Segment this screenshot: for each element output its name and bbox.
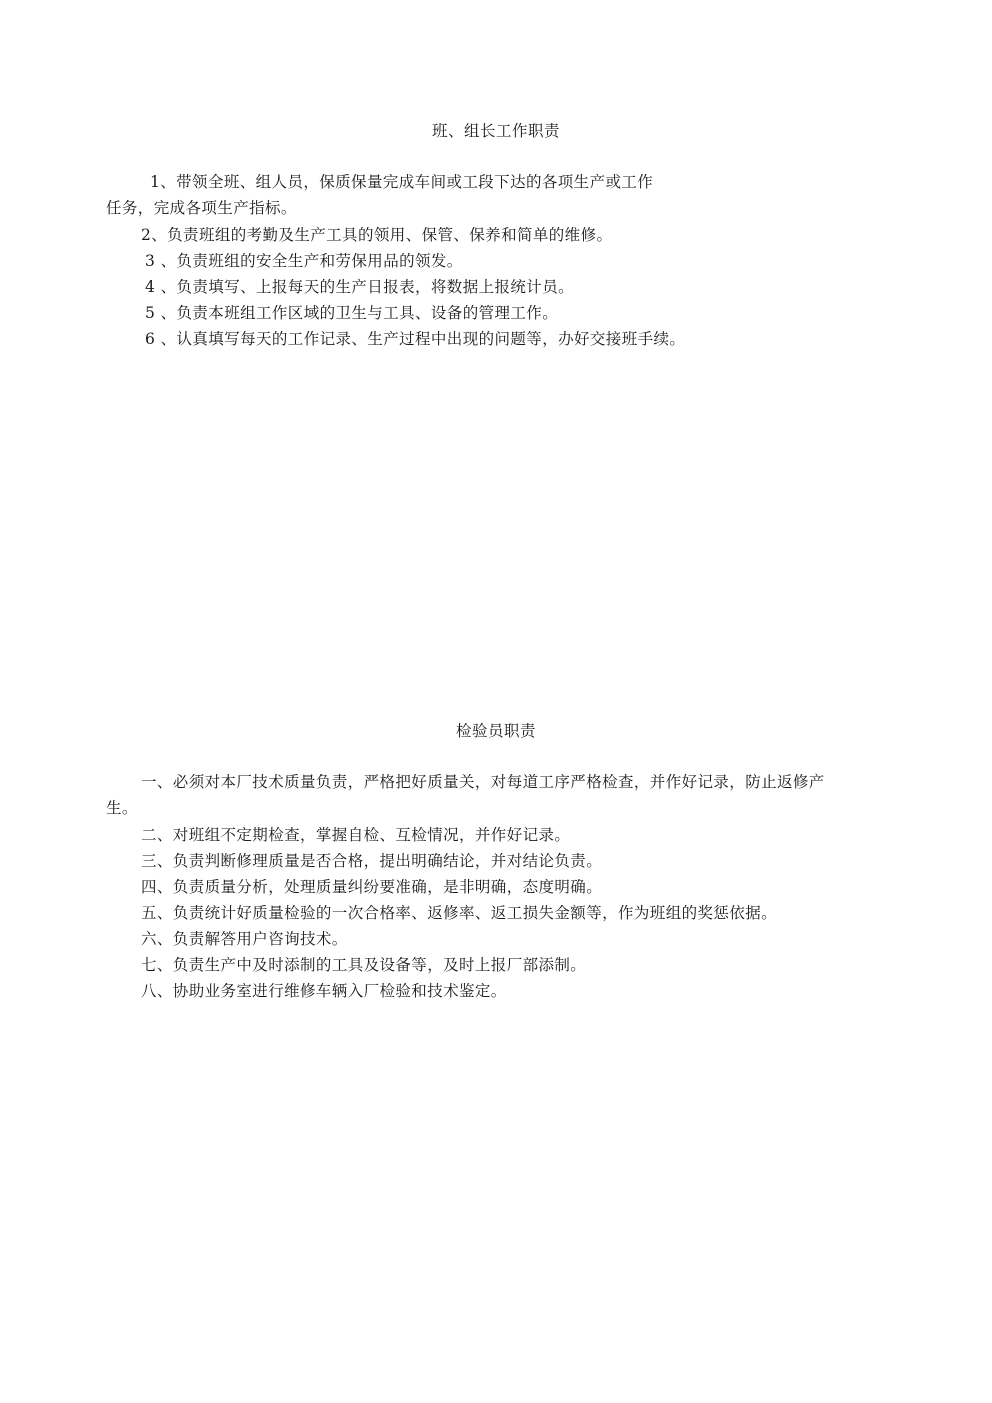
duty-item-2: 2、负责班组的考勤及生产工具的领用、保管、保养和简单的维修。 — [141, 226, 613, 244]
duty-item-3: 三、负责判断修理质量是否合格，提出明确结论，并对结论负责。 — [141, 852, 603, 870]
duty-item-7: 七、负责生产中及时添制的工具及设备等，及时上报厂部添制。 — [141, 956, 587, 974]
duty-item-1-continued: 生。 — [106, 799, 138, 817]
duty-item-5: 5 、负责本班组工作区域的卫生与工具、设备的管理工作。 — [145, 304, 559, 322]
duty-item-6: 6 、认真填写每天的工作记录、生产过程中出现的问题等，办好交接班手续。 — [145, 330, 686, 348]
duty-item-8: 八、协助业务室进行维修车辆入厂检验和技术鉴定。 — [141, 982, 507, 1000]
section-title: 检验员职责 — [455, 722, 536, 740]
duty-item-1: 一、必须对本厂技术质量负责，严格把好质量关，对每道工序严格检查，并作好记录，防止返修产 — [141, 773, 825, 791]
duty-item-1: 1、带领全班、组人员，保质保量完成车间或工段下达的各项生产或工作 — [150, 173, 654, 191]
duty-item-4: 四、负责质量分析，处理质量纠纷要准确，是非明确，态度明确。 — [141, 878, 603, 896]
section-title: 班、组长工作职责 — [431, 122, 560, 140]
duty-item-5: 五、负责统计好质量检验的一次合格率、返修率、返工损失金额等，作为班组的奖惩依据。 — [141, 904, 778, 922]
duty-item-3: 3 、负责班组的安全生产和劳保用品的领发。 — [145, 252, 463, 270]
duty-item-1-continued: 任务，完成各项生产指标。 — [106, 199, 297, 217]
duty-item-6: 六、负责解答用户咨询技术。 — [141, 930, 348, 948]
duty-item-4: 4 、负责填写、上报每天的生产日报表，将数据上报统计员。 — [145, 278, 574, 296]
duty-item-2: 二、对班组不定期检查，掌握自检、互检情况，并作好记录。 — [141, 826, 571, 844]
